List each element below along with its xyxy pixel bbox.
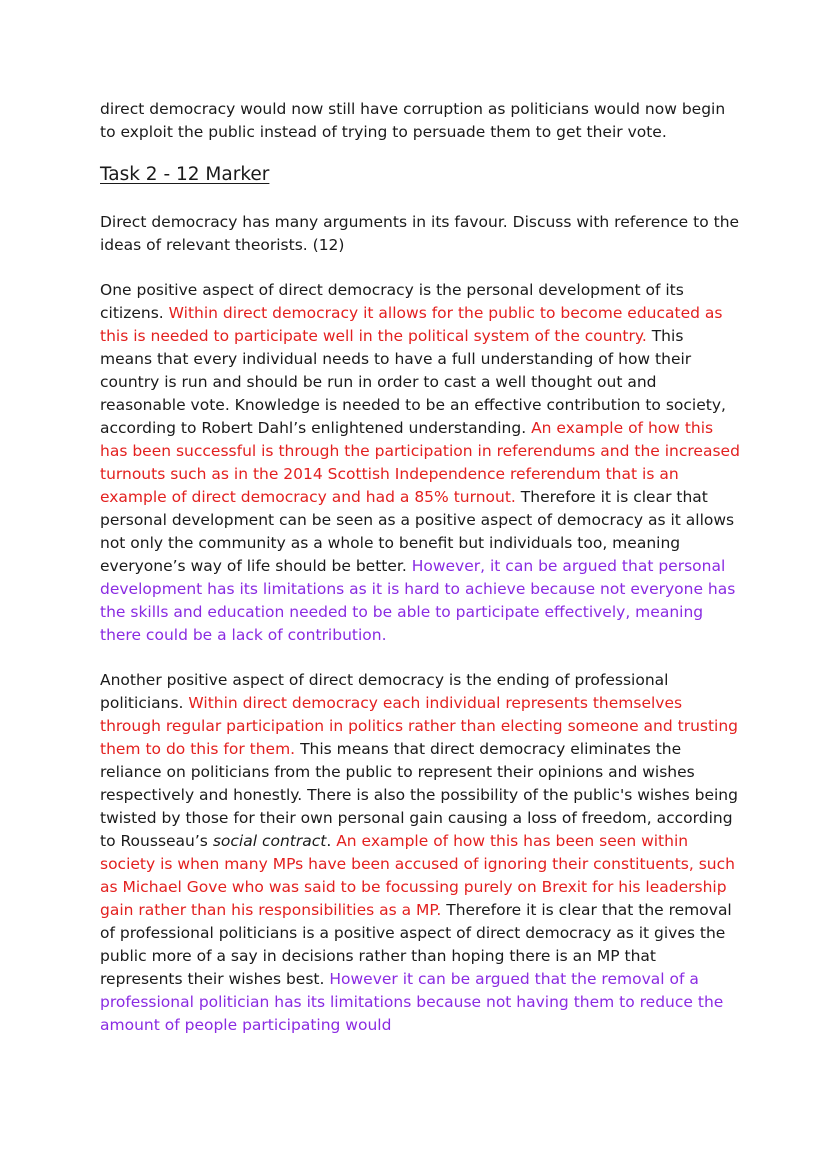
p2-evidence-1: Within direct democracy each individual represents themselves through regular participation in politics rather than electing someone and trusting them to do this for them.	[100, 694, 739, 758]
question-text: Direct democracy has many arguments in its favour. Discuss with reference to the ideas of relevant theorists. (12)	[100, 213, 740, 254]
p2-counter-argument: However it can be argued that the removal of a professional politician has its limitations because not having them to reduce the amount of people participating would	[100, 970, 724, 1034]
p2-explanation: This means that direct democracy eliminates the reliance on politicians from the public to represent their opinions and wishes respectively and honestly. There is also the possibility of the public's wishes being twisted by those for their own personal gain causing a loss of freedom, according to Rousseau’s	[100, 740, 738, 850]
p1-point: One positive aspect of direct democracy is the personal development of its citizens.	[100, 281, 684, 322]
document-page	[100, 98, 740, 1037]
p1-counter-argument: However, it can be argued that personal development has its limitations as it is hard to achieve because not everyone has the skills and education needed to be able to participate effectively, meaning there could be a lack of contribution.	[100, 557, 736, 644]
p2-evidence-2: An example of how this has been seen within society is when many MPs have been accused of ignoring their constituents, such as Michael Gove who was said to be focussing purely on Brexit for his leadership gain rather than his responsibilities as a MP.	[100, 832, 735, 919]
p1-link: Therefore it is clear that personal development can be seen as a positive aspect of democracy as it allows not only the community as a whole to benefit but individuals too, meaning everyone’s way of life should be better.	[100, 488, 735, 575]
p2-social-contract: social contract	[212, 832, 327, 850]
p2-point: Another positive aspect of direct democracy is the ending of professional politicians.	[100, 671, 669, 712]
spacer	[100, 144, 740, 161]
paragraph-personal-development	[100, 279, 740, 647]
intro-text: direct democracy would now still have corruption as politicians would now begin to exploit the public instead of trying to persuade them to get their vote.	[100, 100, 726, 141]
spacer	[100, 647, 740, 669]
task-heading: Task 2 - 12 Marker	[100, 164, 270, 185]
intro-paragraph	[100, 98, 740, 144]
p2-explanation-end: .	[326, 832, 332, 850]
p1-evidence-1: Within direct democracy it allows for the public to become educated as this is needed to participate well in the political system of the country.	[100, 304, 723, 345]
p1-explanation: This means that every individual needs to have a full understanding of how their country is run and should be run in order to cast a well thought out and reasonable vote. Knowledge is needed to be an effective contribution to society, according to Robert Dahl’s enlightened understanding.	[100, 327, 726, 437]
spacer	[100, 257, 740, 279]
question-paragraph	[100, 211, 740, 257]
p1-evidence-2: An example of how this has been successful is through the participation in referendums and the increased turnouts such as in the 2014 Scottish Independence referendum that is an example of direct democracy and had a 85% turnout.	[100, 419, 740, 506]
p2-link: Therefore it is clear that the removal of professional politicians is a positive aspect of direct democracy as it gives the public more of a say in decisions rather than hoping there is an MP that represents their wishes best.	[100, 901, 732, 988]
spacer	[100, 189, 740, 211]
paragraph-professional-politicians	[100, 669, 740, 1037]
